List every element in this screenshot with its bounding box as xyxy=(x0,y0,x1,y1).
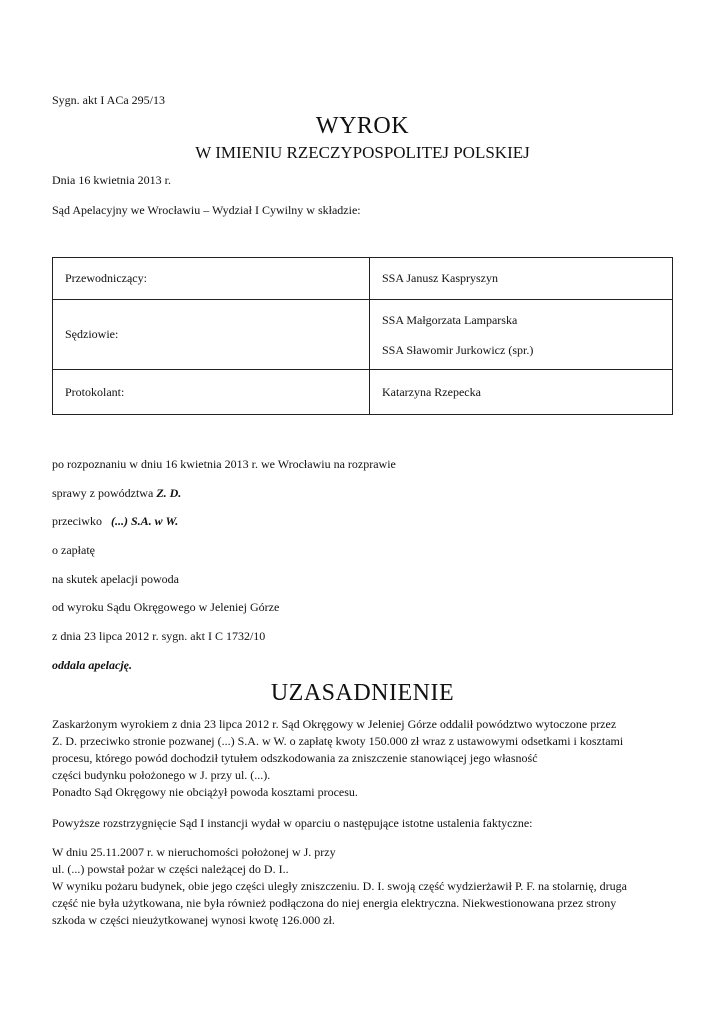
proceedings-line: po rozpoznaniu w dniu 16 kwietnia 2013 r. we Wrocławiu na rozprawie xyxy=(52,457,396,471)
paragraph-line: Zaskarżonym wyrokiem z dnia 23 lipca 2012 r. Sąd Okręgowy w Jeleniej Górze oddalił powództwo wytoczone przez xyxy=(52,717,617,731)
case-signature: Sygn. akt I ACa 295/13 xyxy=(52,93,165,107)
judges-role: Sędziowie: xyxy=(53,300,370,370)
proceedings-line: od wyroku Sądu Okręgowego w Jeleniej Górze xyxy=(52,600,280,614)
paragraph-line: ul. (...) powstał pożar w części należącej do D. I.. xyxy=(52,862,289,876)
paragraph-line: W dniu 25.11.2007 r. w nieruchomości położonej w J. przy xyxy=(52,845,336,859)
clerk-role: Protokolant: xyxy=(53,370,370,415)
paragraph-line: Ponadto Sąd Okręgowy nie obciążył powoda kosztami procesu. xyxy=(52,785,358,799)
court-name: Sąd Apelacyjny we Wrocławiu – Wydział I Cywilny w składzie: xyxy=(52,203,361,217)
defendant-prefix: przeciwko xyxy=(52,514,111,528)
justification-paragraph-2 xyxy=(52,815,692,832)
justification-paragraph-1 xyxy=(52,716,692,801)
paragraph-line: części budynku położonego w J. przy ul. (...). xyxy=(52,768,271,782)
table-row xyxy=(53,300,673,370)
table-row xyxy=(53,258,673,300)
judge-name: SSA Sławomir Jurkowicz (spr.) xyxy=(382,342,534,357)
clerk-name: Katarzyna Rzepecka xyxy=(370,370,673,415)
proceedings-plaintiff-line xyxy=(52,486,181,501)
judge-name: SSA Małgorzata Lamparska xyxy=(382,312,518,327)
judgment-date: Dnia 16 kwietnia 2013 r. xyxy=(52,173,171,187)
verdict: oddala apelację. xyxy=(52,658,132,672)
defendant-name: (...) S.A. w W. xyxy=(110,514,179,528)
judges-names xyxy=(370,300,673,370)
plaintiff-prefix: sprawy z powództwa xyxy=(52,486,157,500)
document-title: WYROK xyxy=(315,113,410,139)
justification-heading: UZASADNIENIE xyxy=(270,680,455,706)
paragraph-line: W wyniku pożaru budynek, obie jego części uległy zniszczeniu. D. I. swoją część wydzierżawił P. F. na stolarnię, druga xyxy=(52,879,627,893)
plaintiff-name: Z. D. xyxy=(156,486,182,500)
paragraph-line: Powyższe rozstrzygnięcie Sąd I instancji wydał w oparciu o następujące istotne ustalenia faktyczne: xyxy=(52,816,533,830)
paragraph-line: procesu, którego powód dochodził tytułem odszkodowania za zniszczenie stanowiącej jego własność xyxy=(52,751,538,765)
chair-name: SSA Janusz Kaspryszyn xyxy=(370,258,673,300)
table-row xyxy=(53,370,673,415)
proceedings-line: z dnia 23 lipca 2012 r. sygn. akt I C 1732/10 xyxy=(52,629,266,643)
chair-role: Przewodniczący: xyxy=(53,258,370,300)
paragraph-line: część nie była użytkowana, nie była również podłączona do niej energia elektryczna. Niekwestionowana przez strony xyxy=(52,896,617,910)
justification-paragraph-3 xyxy=(52,844,692,929)
proceedings-line: o zapłatę xyxy=(52,543,95,557)
proceedings-defendant-line xyxy=(52,514,178,529)
document-subtitle: W IMIENIU RZECZYPOSPOLITEJ POLSKIEJ xyxy=(195,143,530,162)
proceedings-line: na skutek apelacji powoda xyxy=(52,572,179,586)
paragraph-line: Z. D. przeciwko stronie pozwanej (...) S.A. w W. o zapłatę kwoty 150.000 zł wraz z ustawowymi odsetkami i kosztami xyxy=(52,734,624,748)
court-composition-table xyxy=(52,257,673,415)
paragraph-line: szkoda w części nieużytkowanej wynosi kwotę 126.000 zł. xyxy=(52,913,335,927)
